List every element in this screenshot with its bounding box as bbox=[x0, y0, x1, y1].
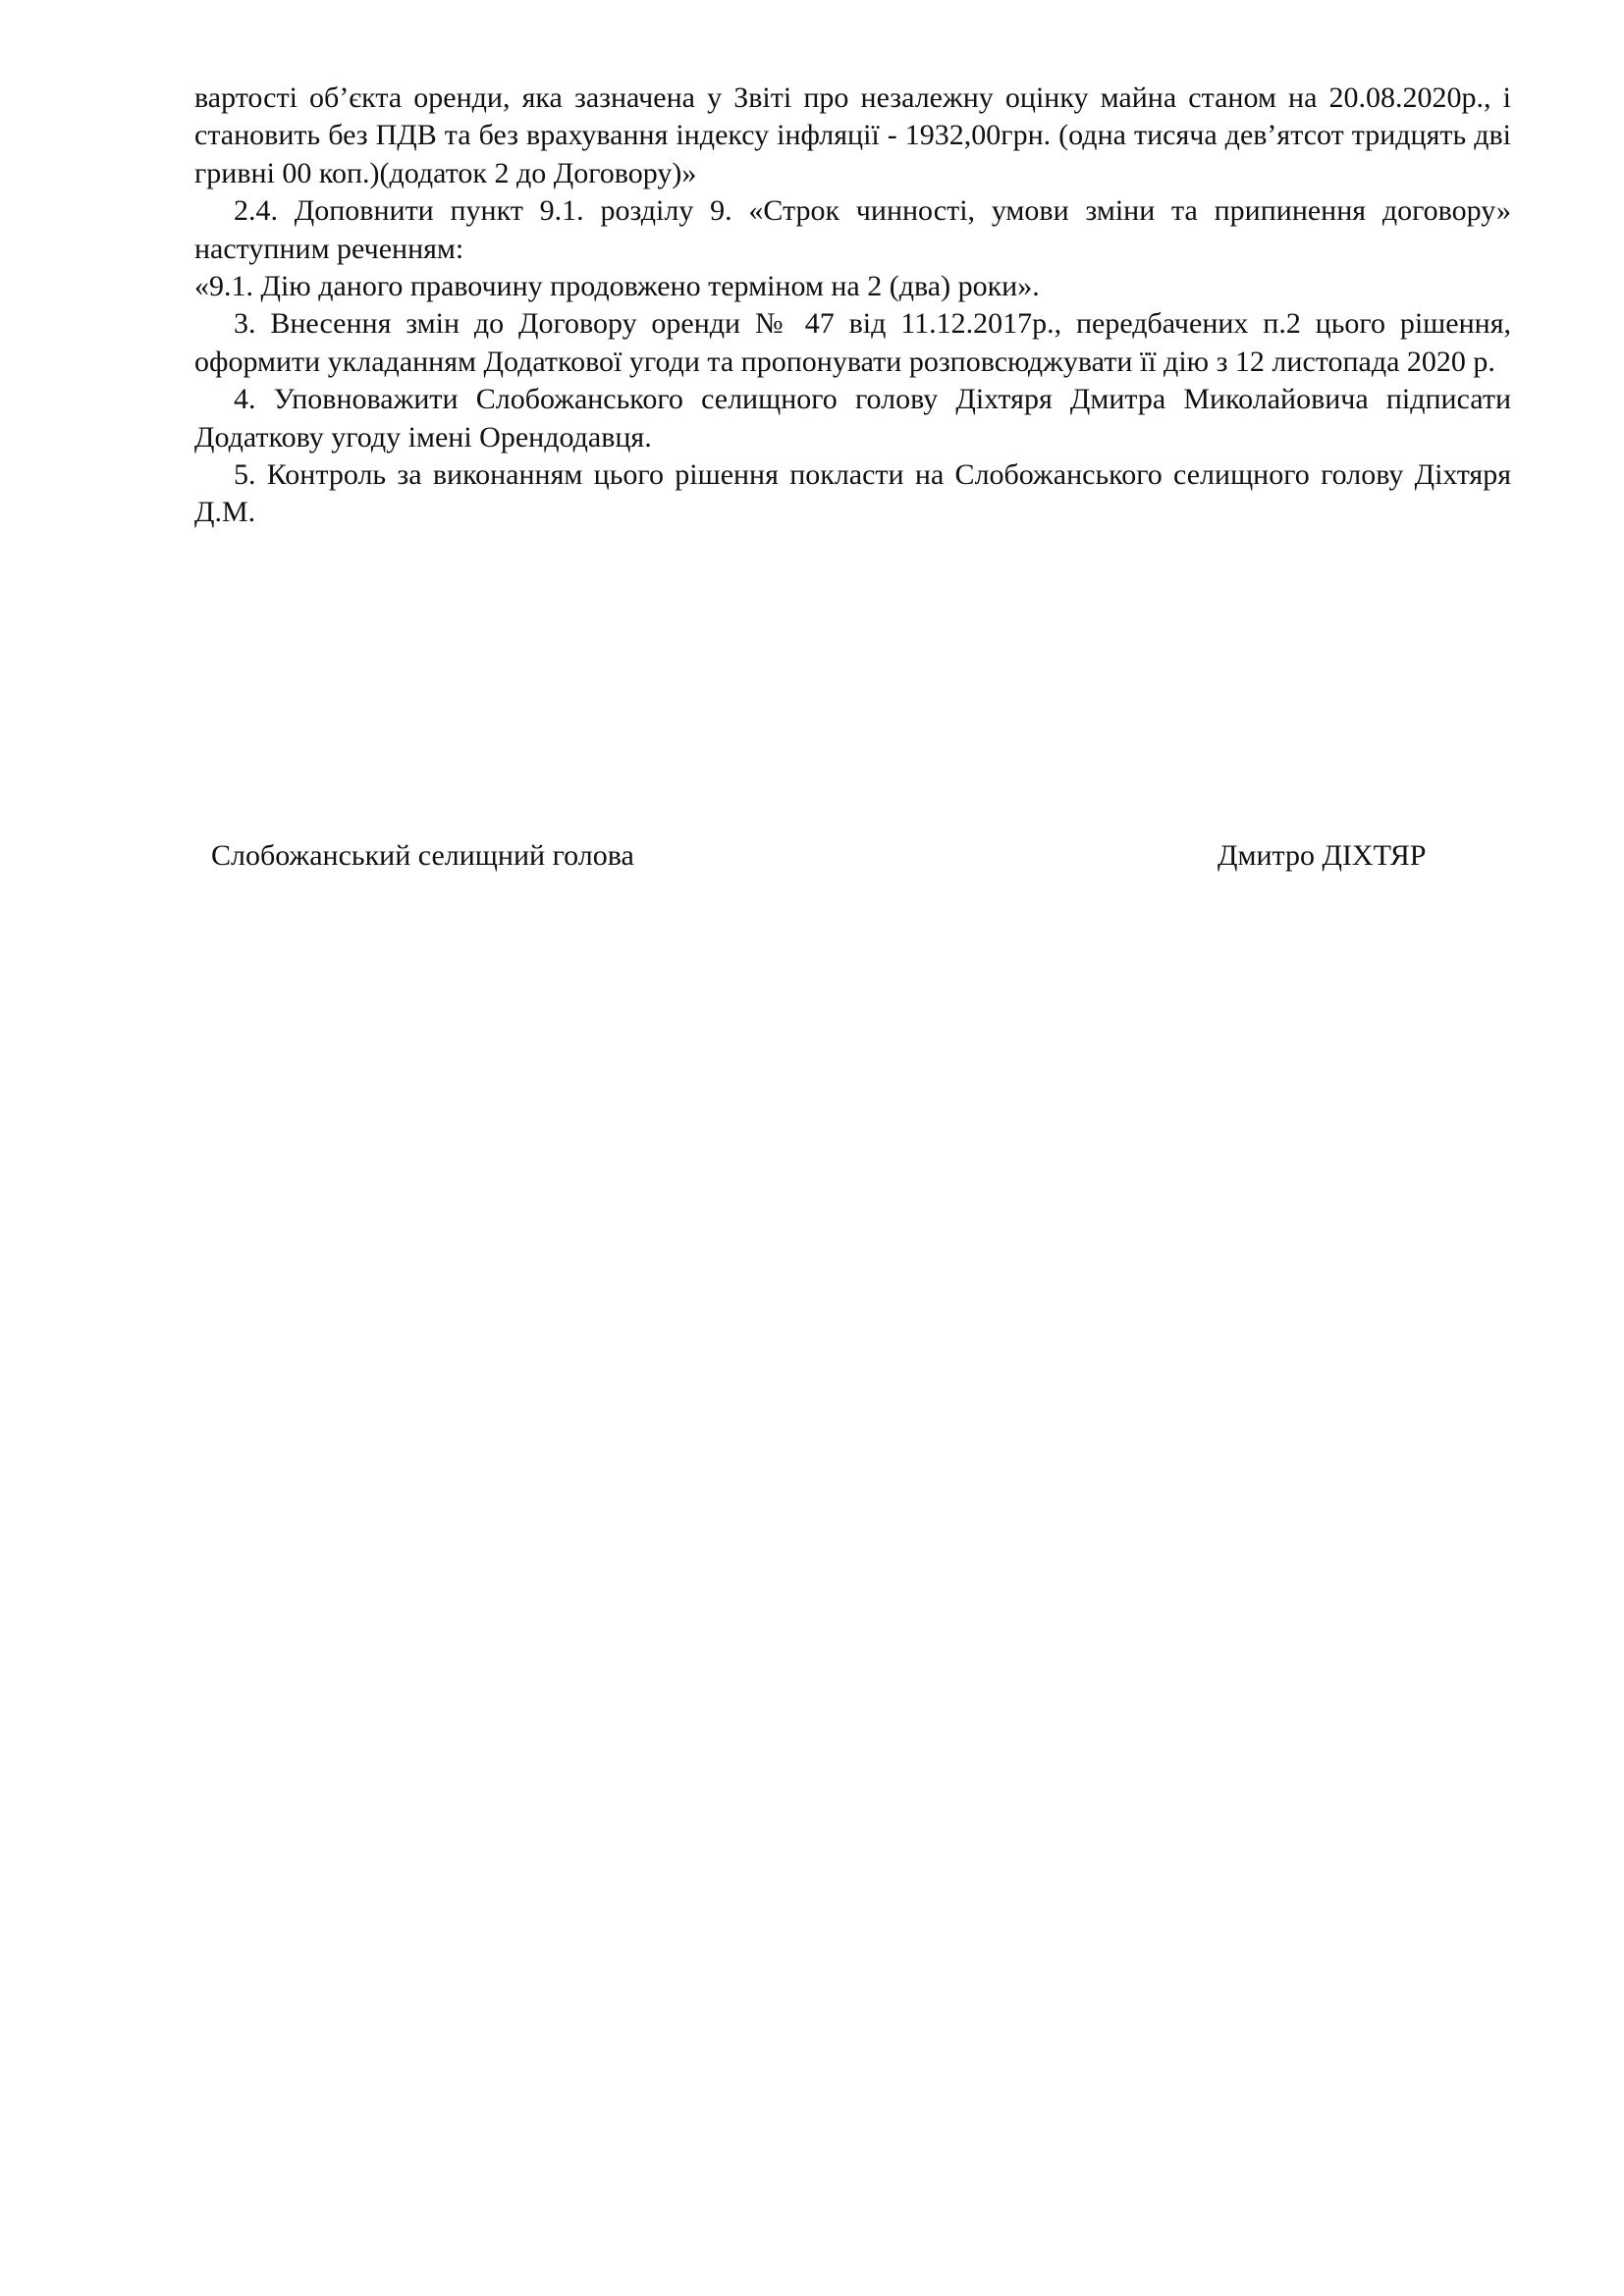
document-body bbox=[194, 80, 1511, 532]
paragraph-item-4: 4. Уповноважити Слобожанського селищного голову Діхтяря Дмитра Миколайовича підписати Додаткову угоду імені Орендодавця. bbox=[194, 383, 1511, 454]
paragraph-item-2-4: 2.4. Доповнити пункт 9.1. розділу 9. «Строк чинності, умови зміни та припинення договору» наступним реченням: bbox=[194, 194, 1511, 265]
paragraph-item-5: 5. Контроль за виконанням цього рішення покласти на Слобожанського селищного голову Діхтяря Д.М. bbox=[194, 458, 1511, 529]
paragraph-continuation: вартості об’єкта оренди, яка зазначена у Звіті про незалежну оцінку майна станом на 20.08.2020р., і становить без ПДВ та без врахування індексу інфляції - 1932,00грн. (одна тисяча дев’ятсот тридцять дві гривні 00 коп.)(додаток 2 до Договору)» bbox=[194, 81, 1511, 189]
signature-name: Дмитро ДІХТЯР bbox=[1218, 839, 1427, 872]
paragraph-item-3: 3. Внесення змін до Договору оренди № 47 від 11.12.2017р., передбачених п.2 цього рішення, оформити укладанням Додаткової угоди та пропонувати розповсюджувати її дію з 12 листопада 2020 р. bbox=[194, 307, 1511, 378]
signature-title: Слобожанський селищний голова bbox=[211, 839, 634, 872]
paragraph-item-9-1-quote: «9.1. Дію даного правочину продовжено терміном на 2 (два) роки». bbox=[194, 270, 1040, 303]
